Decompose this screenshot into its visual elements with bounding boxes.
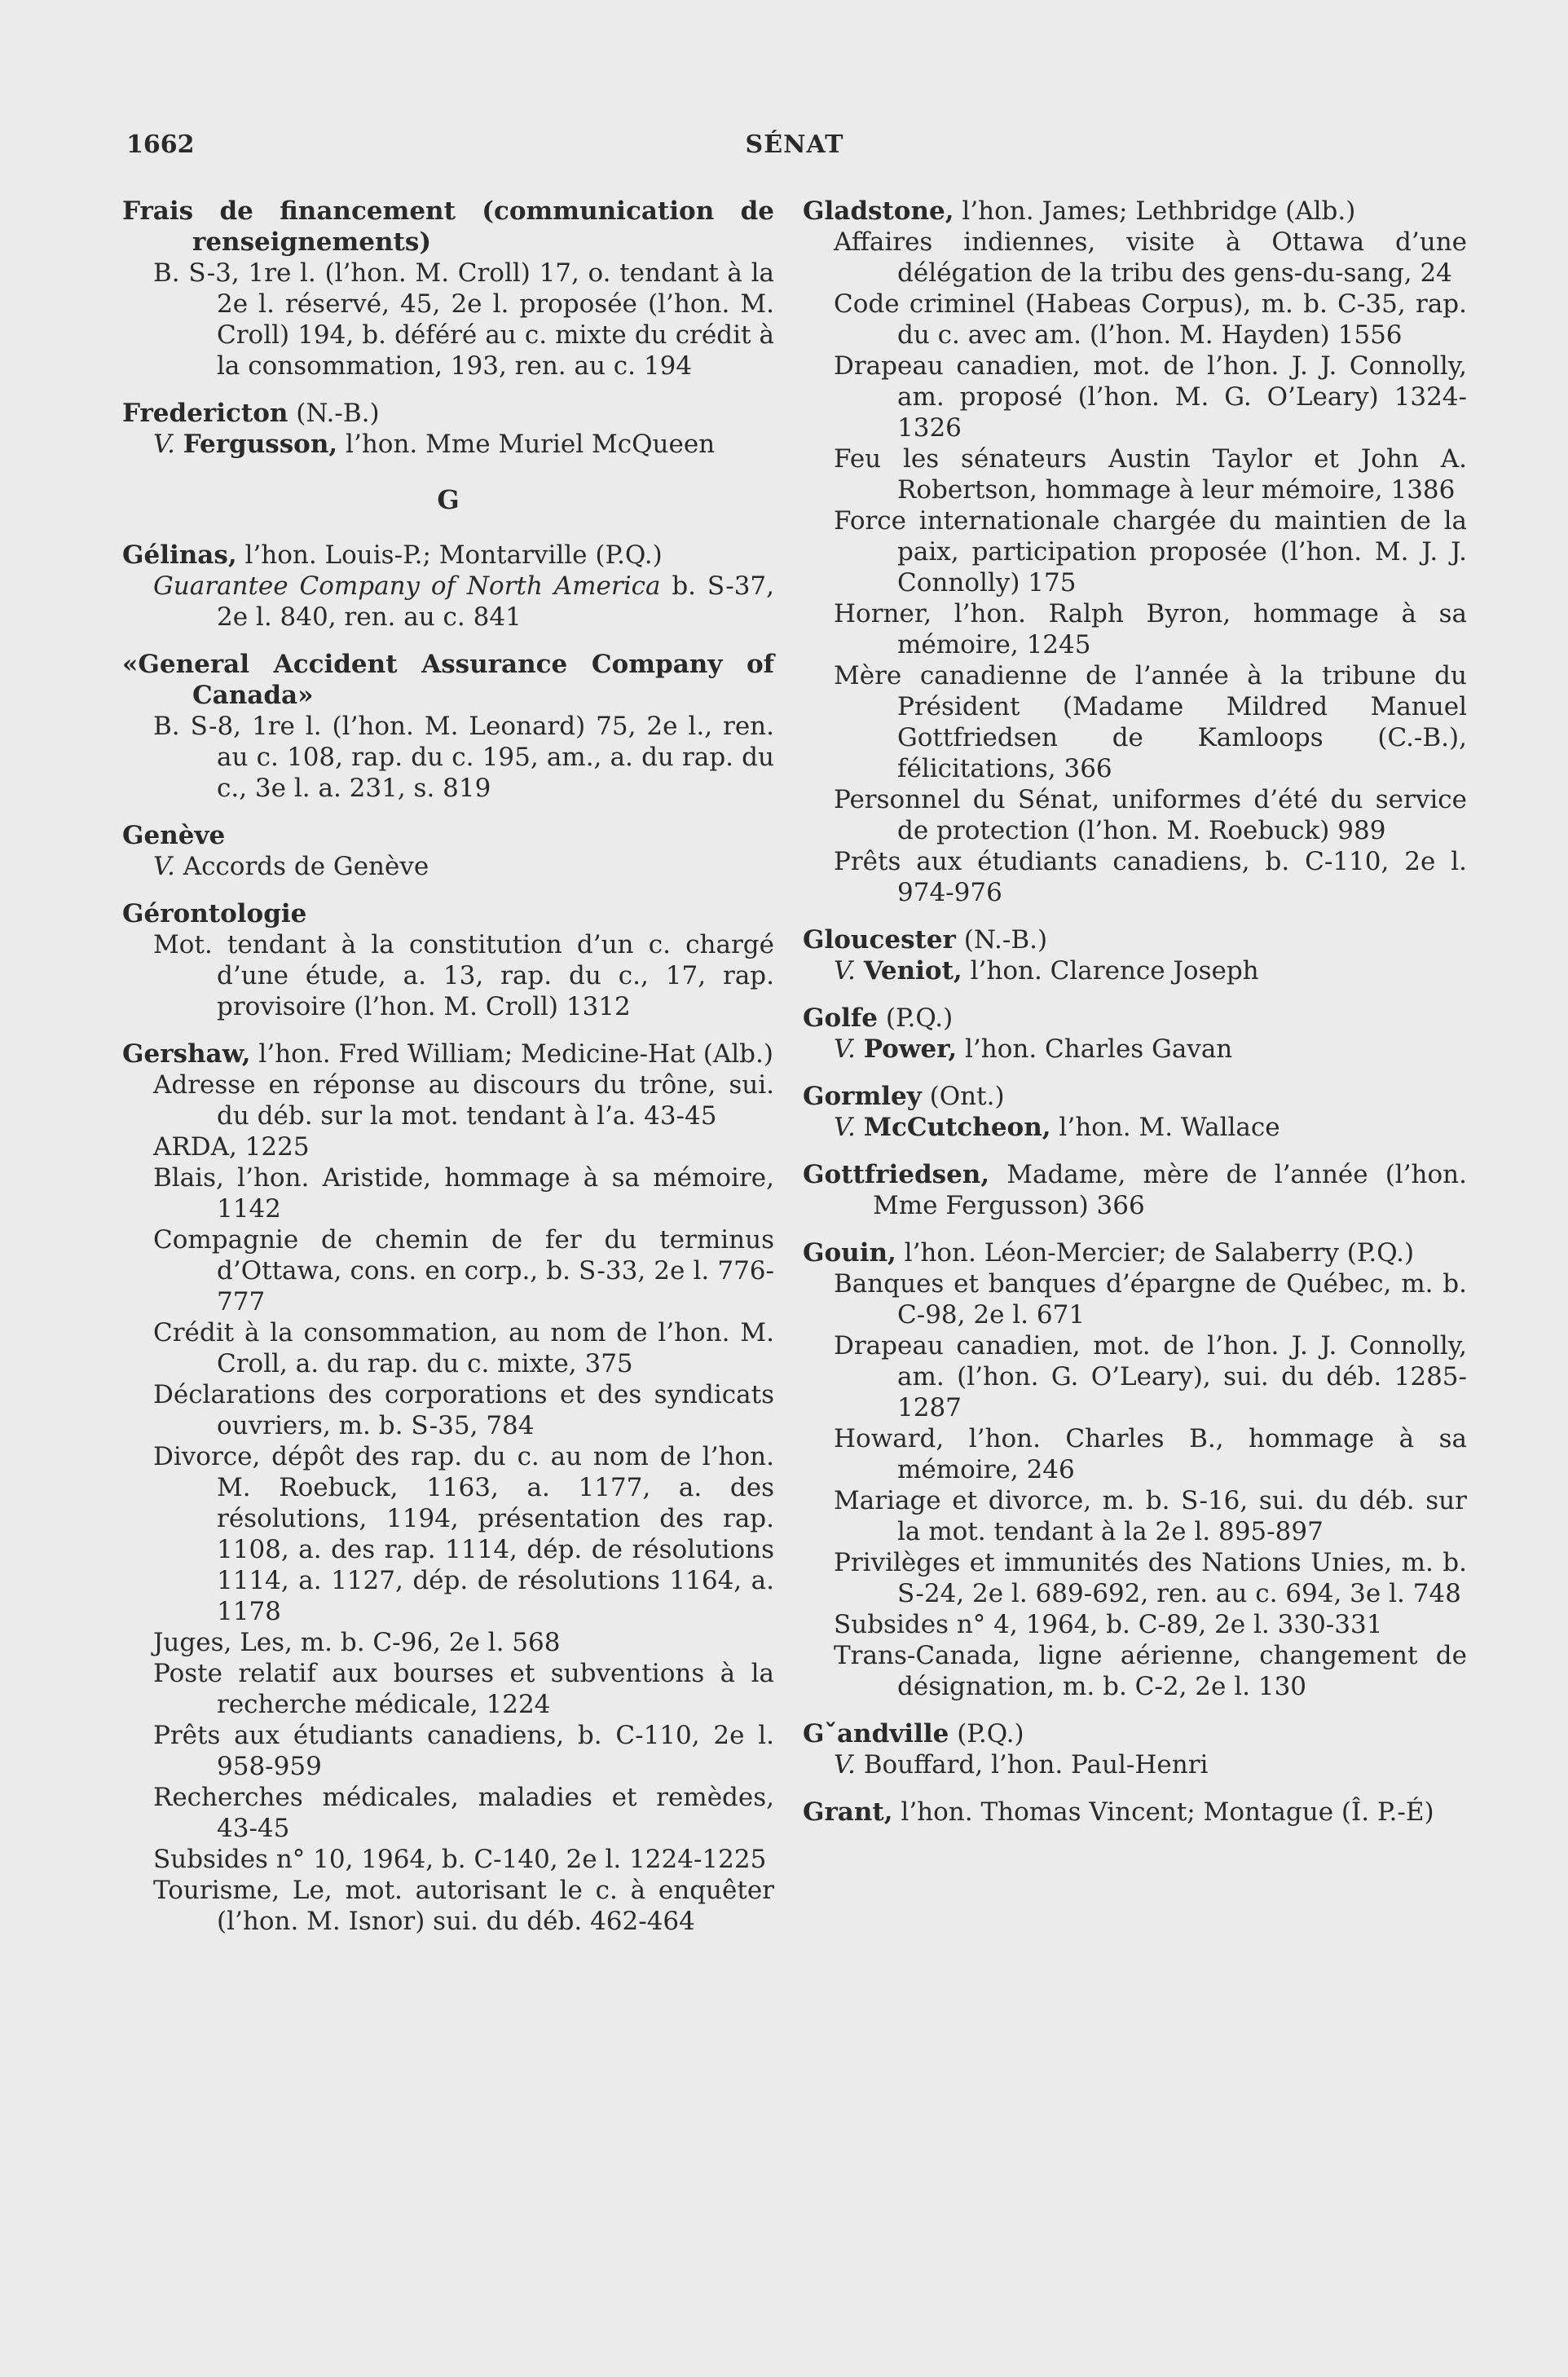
entry-heading: Gloucester [803, 925, 956, 955]
see-reference: V. Accords de Genève [153, 852, 429, 881]
entry-subitem: Code criminel (Habeas Corpus), m. b. C-35, rap. du c. avec am. (l’hon. M. Hayden) 1556 [834, 289, 1467, 350]
left-column [122, 196, 774, 1953]
entry-subitem: Horner, l’hon. Ralph Byron, hommage à sa mémoire, 1245 [834, 599, 1467, 659]
index-entry-grant [803, 1797, 1467, 1828]
page-number: 1662 [126, 130, 195, 159]
entry-qualifier: l’hon. Louis-P.; Montarville (P.Q.) [244, 540, 663, 570]
entry-heading: «General Accident Assurance Company of Canada» [122, 650, 774, 710]
entry-subitem: Mariage et divorce, m. b. S-16, sui. du déb. sur la mot. tendant à la 2e l. 895-897 [834, 1486, 1467, 1546]
entry-qualifier: l’hon. Léon-Mercier; de Salaberry (P.Q.) [904, 1238, 1415, 1268]
entry-heading: Gormley [803, 1082, 922, 1111]
entry-subitem: Divorce, dépôt des rap. du c. au nom de l’hon. M. Roebuck, 1163, a. 1177, a. des résolutions, 1194, présentation des rap. 1108, a. des rap. 1114, dép. de résolutions 1114, a. 1127, dép. de résolutions 1164, a. 1178 [153, 1442, 774, 1626]
entry-subitem: B. S-3, 1re l. (l’hon. M. Croll) 17, o. tendant à la 2e l. réservé, 45, 2e l. proposée (l’hon. M. Croll) 194, b. déféré au c. mixte du crédit à la consommation, 193, ren. au c. 194 [153, 258, 774, 381]
index-entry-gershaw [122, 1039, 774, 1937]
entry-heading: Gˇandville [803, 1719, 949, 1749]
entry-subitem: Feu les sénateurs Austin Taylor et John A. Robertson, hommage à leur mémoire, 1386 [834, 444, 1467, 505]
entry-heading: Gershaw, [122, 1039, 251, 1069]
entry-qualifier: l’hon. Fred William; Medicine-Hat (Alb.) [258, 1039, 773, 1069]
entry-heading: Gouin, [803, 1238, 896, 1268]
entry-heading: Golfe [803, 1003, 878, 1033]
entry-subitem: Privilèges et immunités des Nations Unies, m. b. S-24, 2e l. 689-692, ren. au c. 694, 3e l. 748 [834, 1548, 1467, 1608]
entry-subitem: Mot. tendant à la constitution d’un c. chargé d’une étude, a. 13, rap. du c., 17, rap. provisoire (l’hon. M. Croll) 1312 [153, 930, 774, 1021]
entry-subitem: B. S-8, 1re l. (l’hon. M. Leonard) 75, 2e l., ren. au c. 108, rap. du c. 195, am., a. du rap. du c., 3e l. a. 231, s. 819 [153, 712, 774, 803]
page-header [126, 130, 1568, 171]
entry-subitem: Blais, l’hon. Aristide, hommage à sa mémoire, 1142 [153, 1163, 774, 1224]
entry-heading: Gérontologie [122, 899, 307, 928]
entry-subitem: Tourisme, Le, mot. autorisant le c. à enquêter (l’hon. M. Isnor) sui. du déb. 462-464 [153, 1876, 774, 1936]
see-reference: V. Power, l’hon. Charles Gavan [834, 1034, 1233, 1064]
entry-subitem: Force internationale chargée du maintien de la paix, participation proposée (l’hon. M. J. J. Connolly) 175 [834, 506, 1467, 598]
entry-qualifier: (Ont.) [929, 1082, 1005, 1111]
index-entry-gelinas [122, 540, 774, 633]
entry-heading: Genève [122, 821, 226, 850]
index-entry-fredericton [122, 398, 774, 460]
entry-subitem: Banques et banques d’épargne de Québec, m. b. C-98, 2e l. 671 [834, 1269, 1467, 1330]
entry-qualifier: (P.Q.) [885, 1003, 954, 1033]
index-entry-golfe [803, 1003, 1467, 1065]
entry-subitem: Subsides n° 10, 1964, b. C-140, 2e l. 1224-1225 [153, 1845, 767, 1874]
entry-subitem: Personnel du Sénat, uniformes d’été du service de protection (l’hon. M. Roebuck) 989 [834, 785, 1467, 845]
entry-subitem: Déclarations des corporations et des syndicats ouvriers, m. b. S-35, 784 [153, 1380, 774, 1440]
entry-subitem: Drapeau canadien, mot. de l’hon. J. J. Connolly, am. proposé (l’hon. M. G. O’Leary) 1324-1326 [834, 351, 1467, 443]
index-entry-gladstone [803, 196, 1467, 908]
entry-subitem: Mère canadienne de l’année à la tribune du Président (Madame Mildred Manuel Gottfriedsen de Kamloops (C.-B.), félicitations, 366 [834, 661, 1467, 783]
index-entry-gormley [803, 1081, 1467, 1143]
index-entry-grandville [803, 1718, 1467, 1780]
entry-heading: Frais de financement (communication de renseignements) [122, 196, 774, 257]
entry-qualifier: l’hon. Thomas Vincent; Montague (Î. P.-É) [901, 1797, 1434, 1827]
index-entry-gerontologie [122, 898, 774, 1022]
entry-subitem: Affaires indiennes, visite à Ottawa d’une délégation de la tribu des gens-du-sang, 24 [834, 227, 1467, 288]
see-reference: V. McCutcheon, l’hon. M. Wallace [834, 1113, 1280, 1142]
see-reference: V. Bouffard, l’hon. Paul-Henri [834, 1750, 1209, 1779]
entry-subitem: Howard, l’hon. Charles B., hommage à sa mémoire, 246 [834, 1424, 1467, 1484]
entry-heading: Gladstone, [803, 196, 954, 226]
entry-subitem: Subsides n° 4, 1964, b. C-89, 2e l. 330-331 [834, 1610, 1383, 1639]
see-reference: V. Veniot, l’hon. Clarence Joseph [834, 956, 1259, 986]
running-title: SÉNAT [745, 130, 844, 159]
entry-heading: Gélinas, [122, 540, 237, 570]
index-entry-gottfriedsen [803, 1159, 1467, 1221]
entry-subitem: ARDA, 1225 [153, 1132, 310, 1162]
index-entry-gouin [803, 1237, 1467, 1702]
entry-subitem: Recherches médicales, maladies et remèdes, 43-45 [153, 1783, 774, 1843]
entry-subitem: Prêts aux étudiants canadiens, b. C-110, 2e l. 974-976 [834, 847, 1467, 907]
entry-subitem: Poste relatif aux bourses et subventions à la recherche médicale, 1224 [153, 1659, 774, 1719]
index-entry-geneve [122, 820, 774, 882]
entry-subitem: Juges, Les, m. b. C-96, 2e l. 568 [153, 1628, 561, 1657]
index-entry-general-accident [122, 649, 774, 804]
right-column [803, 196, 1467, 1844]
entry-subitem: Drapeau canadien, mot. de l’hon. J. J. Connolly, am. (l’hon. G. O’Leary), sui. du déb. 1285-1287 [834, 1331, 1467, 1422]
index-entry-gloucester [803, 924, 1467, 986]
entry-subitem: Guarantee Company of North America b. S-37, 2e l. 840, ren. au c. 841 [153, 571, 775, 632]
entry-subitem: Prêts aux étudiants canadiens, b. C-110, 2e l. 958-959 [153, 1721, 774, 1781]
entry-subitem: Trans-Canada, ligne aérienne, changement de désignation, m. b. C-2, 2e l. 130 [834, 1641, 1467, 1701]
entry-heading: Gottfriedsen, [803, 1160, 990, 1189]
entry-subitem: Crédit à la consommation, au nom de l’hon. M. Croll, a. du rap. du c. mixte, 375 [153, 1318, 774, 1378]
entry-qualifier: (N.-B.) [963, 925, 1048, 955]
entry-qualifier: (P.Q.) [957, 1719, 1024, 1749]
index-entry-frais [122, 196, 774, 381]
entry-heading: Grant, [803, 1797, 893, 1827]
entry-heading: Fredericton [122, 399, 288, 428]
section-letter: G [437, 484, 460, 515]
entry-subitem: Adresse en réponse au discours du trône, sui. du déb. sur la mot. tendant à l’a. 43-45 [153, 1070, 774, 1131]
entry-qualifier: Madame, mère de l’année (l’hon. Mme Fergusson) 366 [873, 1160, 1467, 1220]
entry-subitem: Compagnie de chemin de fer du terminus d’Ottawa, cons. en corp., b. S-33, 2e l. 776-777 [153, 1225, 774, 1316]
entry-qualifier: l’hon. James; Lethbridge (Alb.) [962, 196, 1356, 226]
entry-qualifier: (N.-B.) [296, 399, 380, 428]
see-reference: V. Fergusson, l’hon. Mme Muriel McQueen [153, 430, 716, 459]
